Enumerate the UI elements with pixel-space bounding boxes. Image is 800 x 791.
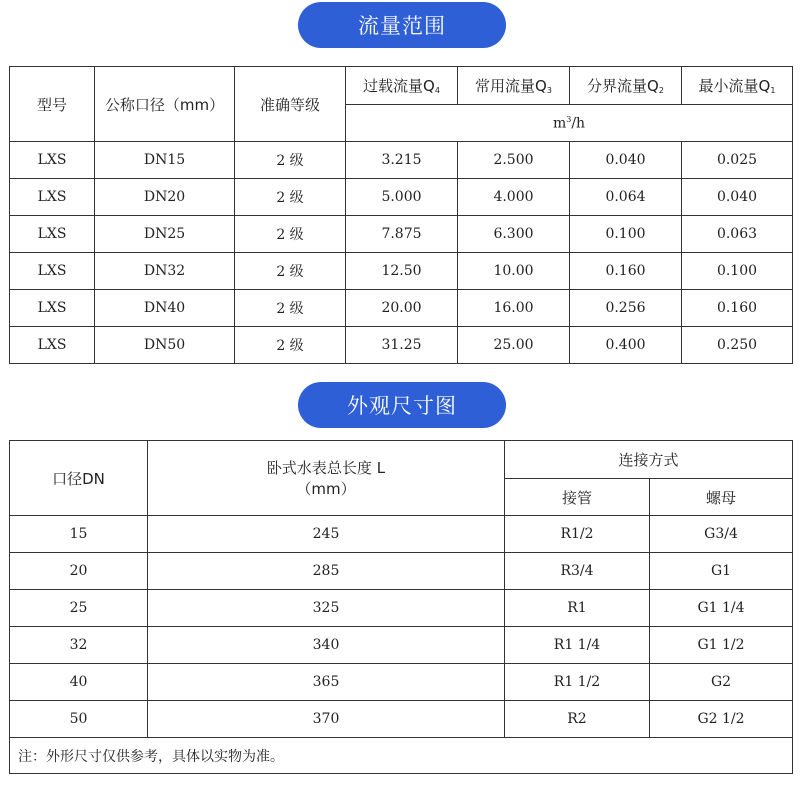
header-accuracy-grade: 准确等级: [235, 67, 346, 142]
cell-nut: G1 1/2: [650, 627, 793, 664]
table-row: [10, 142, 793, 179]
cell-model: LXS: [10, 290, 95, 327]
cell-q1: 0.160: [682, 290, 793, 327]
cell-grade: 2 级: [235, 327, 346, 364]
cell-nut: G2: [650, 664, 793, 701]
flow-range-table: [9, 66, 793, 364]
cell-length: 245: [148, 516, 505, 553]
cell-nut: G3/4: [650, 516, 793, 553]
header-q2: 分界流量$Q_2$: [570, 67, 682, 105]
cell-q3: 10.00: [458, 253, 570, 290]
cell-dn: DN50: [95, 327, 235, 364]
header-nut: 螺母: [650, 479, 793, 516]
cell-q4: 31.25: [346, 327, 458, 364]
cell-q4: 7.875: [346, 216, 458, 253]
cell-model: LXS: [10, 253, 95, 290]
cell-dn: 32: [10, 627, 148, 664]
table-row: [10, 701, 793, 738]
cell-dn: 50: [10, 701, 148, 738]
cell-length: 285: [148, 553, 505, 590]
header-q1: 最小流量$Q_1$: [682, 67, 793, 105]
cell-q4: 20.00: [346, 290, 458, 327]
header-nominal-diameter: 公称口径（mm）: [95, 67, 235, 142]
header-q3: 常用流量$Q_3$: [458, 67, 570, 105]
cell-q3: 6.300: [458, 216, 570, 253]
cell-pipe: R2: [505, 701, 650, 738]
cell-model: LXS: [10, 327, 95, 364]
cell-q4: 3.215: [346, 142, 458, 179]
cell-q1: 0.250: [682, 327, 793, 364]
cell-q3: 16.00: [458, 290, 570, 327]
header-dn: 口径DN: [10, 441, 148, 516]
cell-dn: 40: [10, 664, 148, 701]
cell-q1: 0.100: [682, 253, 793, 290]
cell-q2: 0.064: [570, 179, 682, 216]
cell-grade: 2 级: [235, 179, 346, 216]
cell-q3: 2.500: [458, 142, 570, 179]
cell-pipe: R1 1/2: [505, 664, 650, 701]
cell-q2: 0.400: [570, 327, 682, 364]
cell-q3: 25.00: [458, 327, 570, 364]
header-model: 型号: [10, 67, 95, 142]
header-pipe: 接管: [505, 479, 650, 516]
table-row: [10, 290, 793, 327]
dimensions-note: 注：外形尺寸仅供参考，具体以实物为准。: [10, 738, 793, 774]
cell-model: LXS: [10, 142, 95, 179]
cell-pipe: R1 1/4: [505, 627, 650, 664]
cell-length: 370: [148, 701, 505, 738]
dimensions-table: [9, 440, 793, 774]
cell-dn: DN15: [95, 142, 235, 179]
cell-dn: 20: [10, 553, 148, 590]
cell-dn: DN40: [95, 290, 235, 327]
header-connection: 连接方式: [505, 441, 793, 479]
cell-grade: 2 级: [235, 290, 346, 327]
table-row: [10, 590, 793, 627]
cell-q2: 0.100: [570, 216, 682, 253]
cell-q2: 0.256: [570, 290, 682, 327]
cell-dn: DN20: [95, 179, 235, 216]
cell-q2: 0.040: [570, 142, 682, 179]
cell-model: LXS: [10, 216, 95, 253]
cell-grade: 2 级: [235, 142, 346, 179]
header-q4: 过载流量$Q_4$: [346, 67, 458, 105]
cell-dn: 25: [10, 590, 148, 627]
cell-pipe: R3/4: [505, 553, 650, 590]
cell-model: LXS: [10, 179, 95, 216]
header-total-length: 卧式水表总长度 L （mm）: [148, 441, 505, 516]
cell-dn: DN32: [95, 253, 235, 290]
cell-nut: G2 1/2: [650, 701, 793, 738]
dimensions-title: 外观尺寸图: [298, 382, 506, 428]
cell-q1: 0.025: [682, 142, 793, 179]
flow-range-title: 流量范围: [298, 2, 506, 48]
table-row: [10, 179, 793, 216]
cell-pipe: R1/2: [505, 516, 650, 553]
cell-length: 325: [148, 590, 505, 627]
table-row: [10, 253, 793, 290]
cell-grade: 2 级: [235, 253, 346, 290]
cell-q1: 0.040: [682, 179, 793, 216]
cell-dn: DN25: [95, 216, 235, 253]
cell-length: 365: [148, 664, 505, 701]
cell-grade: 2 级: [235, 216, 346, 253]
cell-nut: G1 1/4: [650, 590, 793, 627]
table-row: [10, 216, 793, 253]
cell-nut: G1: [650, 553, 793, 590]
table-row: [10, 627, 793, 664]
cell-length: 340: [148, 627, 505, 664]
cell-q4: 12.50: [346, 253, 458, 290]
cell-q4: 5.000: [346, 179, 458, 216]
table-row: [10, 664, 793, 701]
cell-q3: 4.000: [458, 179, 570, 216]
cell-pipe: R1: [505, 590, 650, 627]
cell-q2: 0.160: [570, 253, 682, 290]
table-row: [10, 553, 793, 590]
table-row: [10, 516, 793, 553]
cell-q1: 0.063: [682, 216, 793, 253]
header-unit: $m^3/h$: [346, 105, 793, 142]
cell-dn: 15: [10, 516, 148, 553]
table-row: [10, 327, 793, 364]
